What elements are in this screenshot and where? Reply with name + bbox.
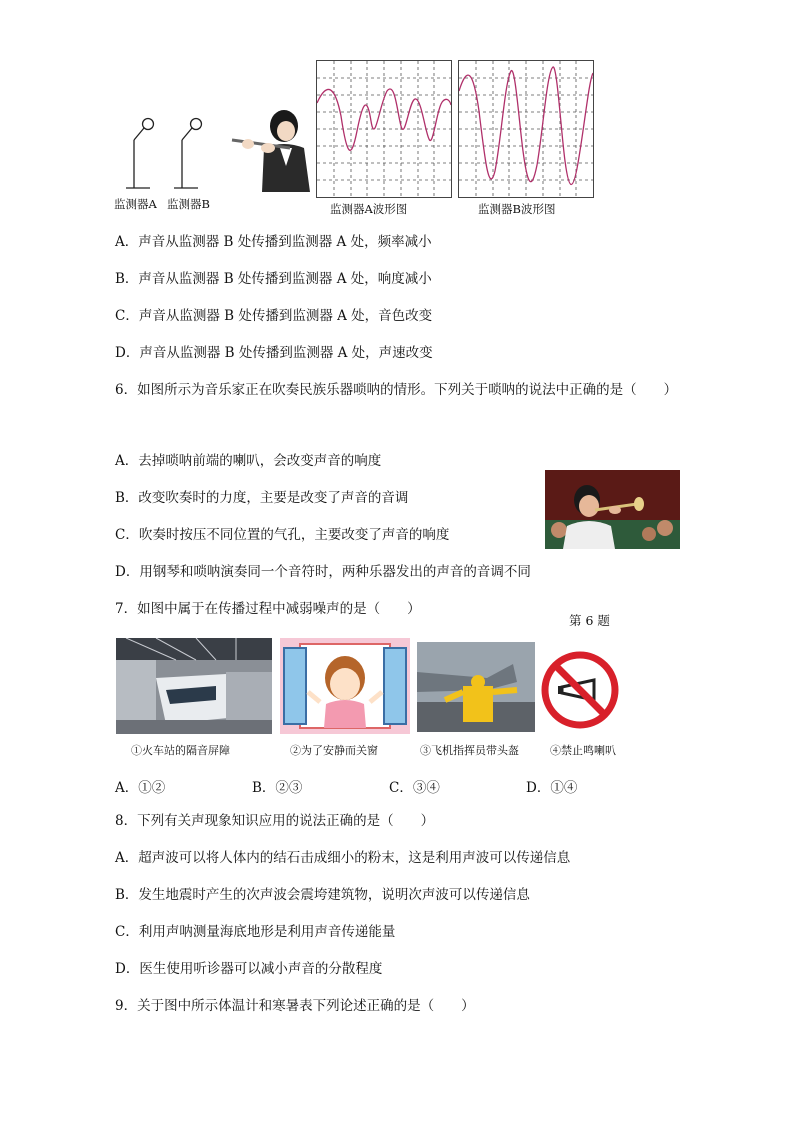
q7-choice-c: C．③④ — [389, 780, 440, 796]
q7-caption-3: ③飞机指挥员带头盔 — [420, 744, 519, 757]
mic-a-label: 监测器A — [114, 197, 157, 211]
q6-option-d: D．用钢琴和唢呐演奏同一个音符时，两种乐器发出的声音的音调不同 — [115, 564, 531, 580]
waveform-b-panel — [458, 60, 594, 198]
q6-option-b: B．改变吹奏时的力度，主要是改变了声音的音调 — [115, 490, 409, 506]
close-window-cartoon — [280, 638, 410, 734]
q8-stem: 8．下列有关声现象知识应用的说法正确的是（ ） — [115, 813, 435, 829]
waveform-b-caption: 监测器B波形图 — [478, 202, 556, 216]
q6-option-c: C．吹奏时按压不同位置的气孔，主要改变了声音的响度 — [115, 527, 450, 543]
q6-figure-label: 第 6 题 — [569, 613, 610, 628]
q7-caption-1: ①火车站的隔音屏障 — [131, 744, 230, 757]
q6-option-a: A．去掉唢呐前端的喇叭，会改变声音的响度 — [115, 453, 382, 469]
flute-player-image — [228, 104, 312, 192]
waveform-a-chart — [317, 61, 451, 197]
q5-option-c: C．声音从监测器 B 处传播到监测器 A 处，音色改变 — [115, 308, 433, 324]
q9-stem: 9．关于图中所示体温计和寒暑表下列论述正确的是（ ） — [115, 998, 475, 1014]
q5-option-b: B．声音从监测器 B 处传播到监测器 A 处，响度减小 — [115, 271, 432, 287]
waveform-a-caption: 监测器A波形图 — [330, 202, 408, 216]
q7-caption-2: ②为了安静而关窗 — [290, 744, 378, 757]
mic-b-head — [191, 119, 202, 130]
waveform-b-chart — [459, 61, 593, 197]
aircraft-director-photo — [417, 642, 535, 732]
q8-option-c: C．利用声呐测量海底地形是利用声音传递能量 — [115, 924, 396, 940]
mic-a-head — [143, 119, 154, 130]
q5-option-d: D．声音从监测器 B 处传播到监测器 A 处，声速改变 — [115, 345, 433, 361]
no-honking-sign-icon — [540, 650, 620, 730]
microphones-drawing — [120, 112, 210, 192]
mic-b-label: 监测器B — [167, 197, 210, 211]
q7-choice-b: B．②③ — [252, 780, 303, 796]
q6-stem: 6．如图所示为音乐家正在吹奏民族乐器唢呐的情形。下列关于唢呐的说法中正确的是（ ） — [115, 382, 678, 398]
q7-choice-a: A．①② — [115, 780, 166, 796]
q8-option-a: A．超声波可以将人体内的结石击成细小的粉末，这是利用声波可以传递信息 — [115, 850, 571, 866]
waveform-a-panel — [316, 60, 452, 198]
train-station-photo — [116, 638, 272, 734]
suona-player-photo — [545, 470, 680, 549]
q7-stem: 7．如图中属于在传播过程中减弱噪声的是（ ） — [115, 601, 421, 617]
q7-choice-d: D．①④ — [526, 780, 578, 796]
q7-caption-4: ④禁止鸣喇叭 — [550, 744, 616, 757]
q8-option-b: B．发生地震时产生的次声波会震垮建筑物，说明次声波可以传递信息 — [115, 887, 530, 903]
q8-option-d: D．医生使用听诊器可以减小声音的分散程度 — [115, 961, 383, 977]
q5-option-a: A．声音从监测器 B 处传播到监测器 A 处，频率减小 — [115, 234, 432, 250]
